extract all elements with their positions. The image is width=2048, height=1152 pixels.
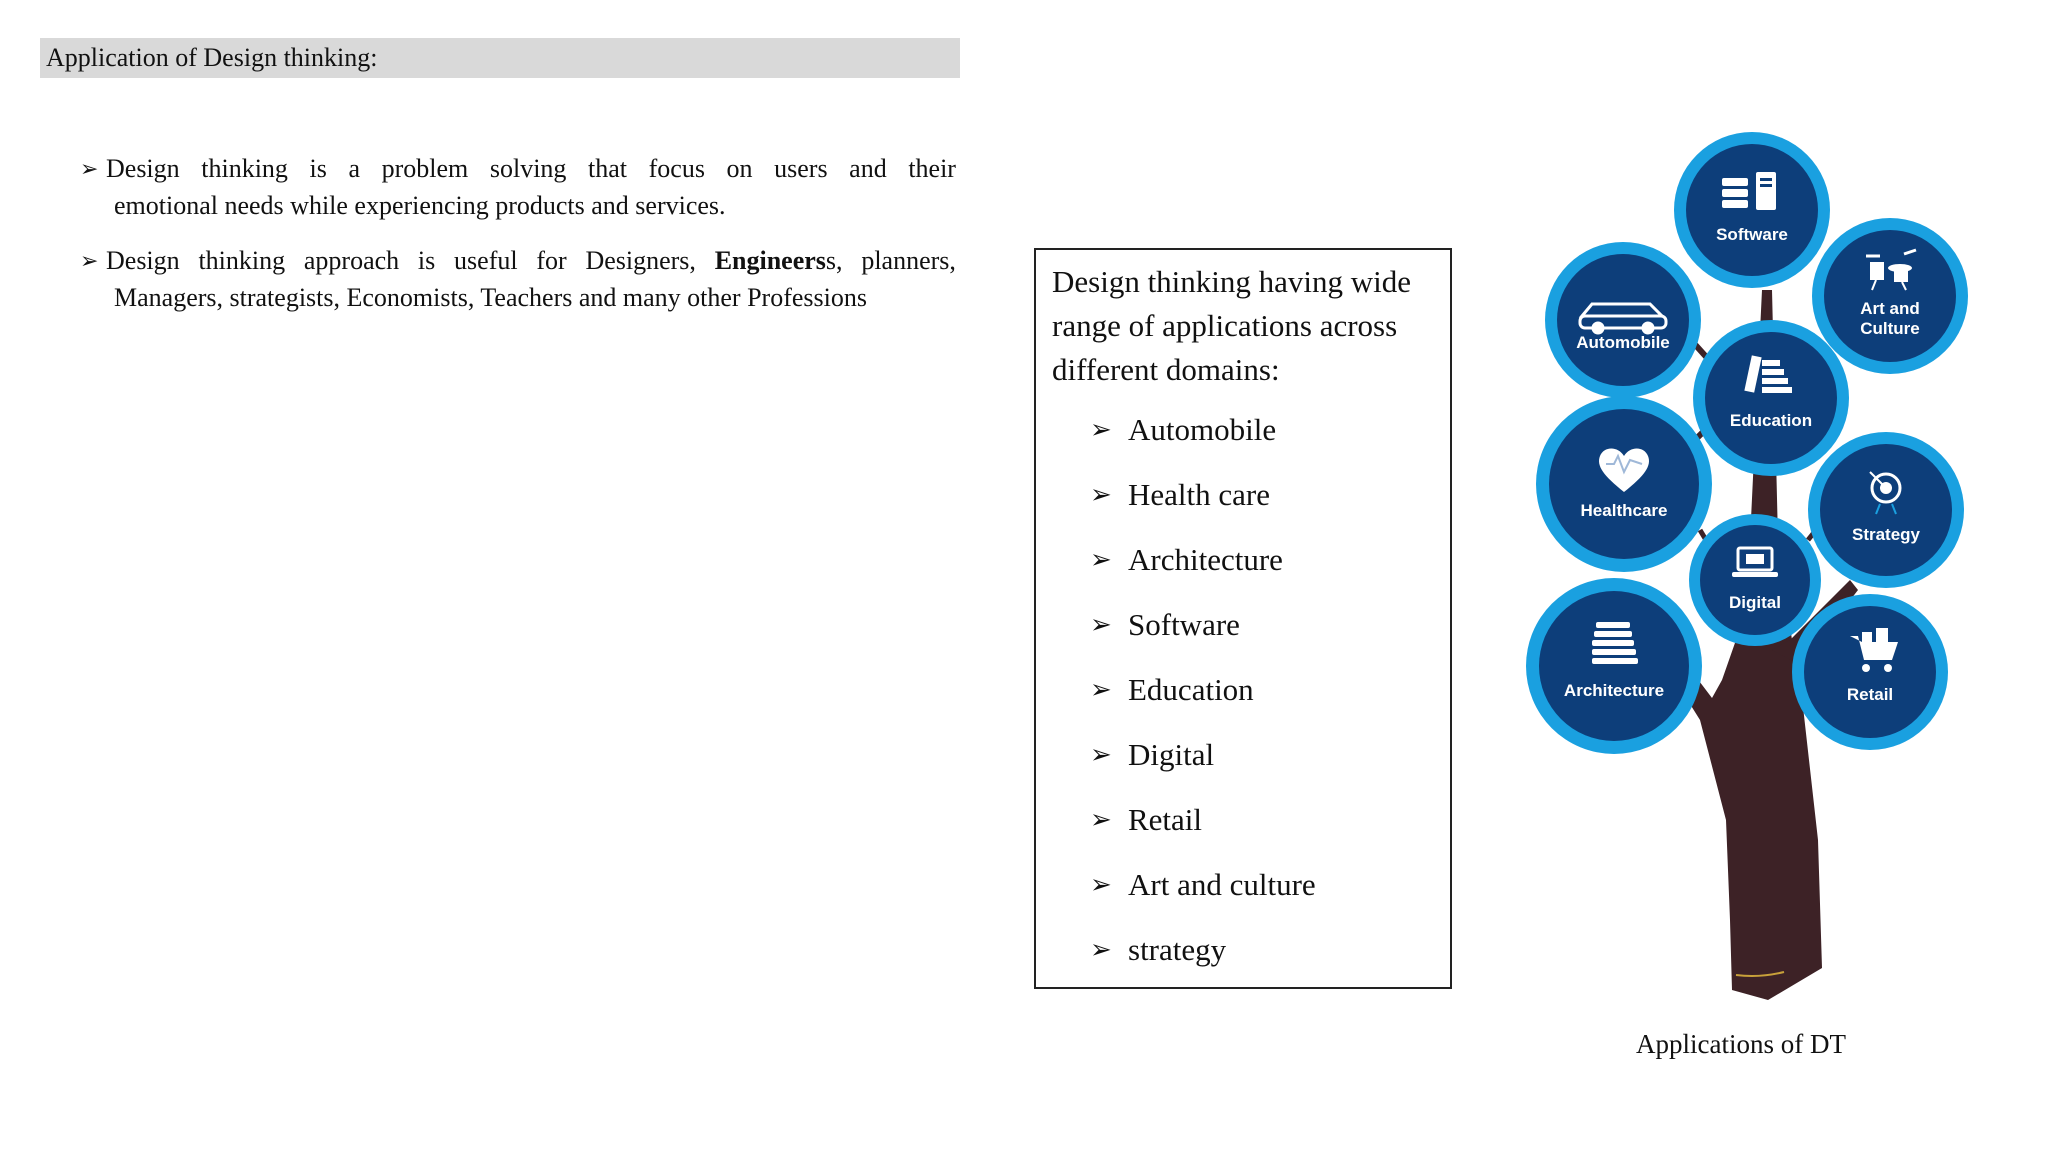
tree-node-architecture bbox=[1526, 578, 1702, 754]
domain-item: ➢ Art and culture bbox=[1090, 863, 1316, 928]
section-header bbox=[40, 38, 960, 78]
arrow-bullet-icon: ➢ bbox=[1090, 415, 1112, 444]
domain-list bbox=[1090, 408, 1316, 993]
arrow-bullet-icon: ➢ bbox=[1090, 870, 1112, 899]
bullet-list bbox=[80, 150, 956, 334]
tree-node-strategy bbox=[1808, 432, 1964, 588]
tree-node-healthcare bbox=[1536, 396, 1712, 572]
node-label: Education bbox=[1729, 411, 1813, 430]
arrow-bullet-icon: ➢ bbox=[1090, 545, 1112, 574]
domain-item: ➢ Education bbox=[1090, 668, 1316, 733]
arrow-bullet-icon: ➢ bbox=[1090, 675, 1112, 704]
node-label: Art and bbox=[1860, 299, 1920, 318]
domains-box bbox=[1034, 248, 1452, 989]
section-title: Application of Design thinking: bbox=[46, 43, 378, 72]
domain-item: ➢ strategy bbox=[1090, 928, 1316, 993]
node-label: Digital bbox=[1729, 593, 1781, 612]
node-label: Architecture bbox=[1563, 681, 1665, 700]
bold-word: Engineers bbox=[714, 246, 826, 275]
node-label: Retail bbox=[1846, 685, 1894, 704]
node-label: Culture bbox=[1860, 319, 1920, 338]
domain-item: ➢ Retail bbox=[1090, 798, 1316, 863]
tree-node-education bbox=[1693, 320, 1849, 476]
arrow-bullet-icon: ➢ bbox=[1090, 480, 1112, 509]
domains-intro: Design thinking having wide range of applications across different domains: bbox=[1052, 264, 1412, 387]
arrow-bullet-icon: ➢ bbox=[1090, 935, 1112, 964]
arrow-bullet-icon: ➢ bbox=[1090, 740, 1112, 769]
tree-svg bbox=[1500, 120, 2020, 1020]
arrow-bullet-icon: ➢ bbox=[1090, 805, 1112, 834]
domain-item: ➢ Automobile bbox=[1090, 408, 1316, 473]
node-label: Software bbox=[1716, 225, 1788, 244]
tree-node-art-culture bbox=[1812, 218, 1968, 374]
bullet-line: Managers, strategists, Economists, Teachers and many other Professions bbox=[114, 283, 867, 312]
node-label: Healthcare bbox=[1580, 501, 1668, 520]
bullet-line: Design thinking is a problem solving that focus on users and their bbox=[106, 154, 956, 183]
bullet-line: Design thinking approach is useful for Designers, Engineerss, planners, bbox=[106, 246, 956, 275]
arrow-bullet-icon: ➢ bbox=[80, 156, 99, 181]
bullet-line: emotional needs while experiencing products and services. bbox=[114, 191, 726, 220]
domain-item: ➢ Digital bbox=[1090, 733, 1316, 798]
bullet-item bbox=[80, 150, 956, 224]
figure-caption: Applications of DT bbox=[1636, 1029, 1846, 1059]
node-label: Automobile bbox=[1576, 333, 1670, 352]
node-label: Strategy bbox=[1851, 525, 1921, 544]
domain-item: ➢ Software bbox=[1090, 603, 1316, 668]
applications-tree bbox=[1500, 120, 2020, 1020]
arrow-bullet-icon: ➢ bbox=[80, 248, 99, 273]
arrow-bullet-icon: ➢ bbox=[1090, 610, 1112, 639]
tree-node-retail bbox=[1792, 594, 1948, 750]
domain-item: ➢ Architecture bbox=[1090, 538, 1316, 603]
tree-node-software bbox=[1674, 132, 1830, 288]
tree-node-automobile bbox=[1545, 242, 1701, 398]
domain-item: ➢ Health care bbox=[1090, 473, 1316, 538]
bullet-item bbox=[80, 242, 956, 316]
tree-node-digital bbox=[1689, 514, 1821, 646]
